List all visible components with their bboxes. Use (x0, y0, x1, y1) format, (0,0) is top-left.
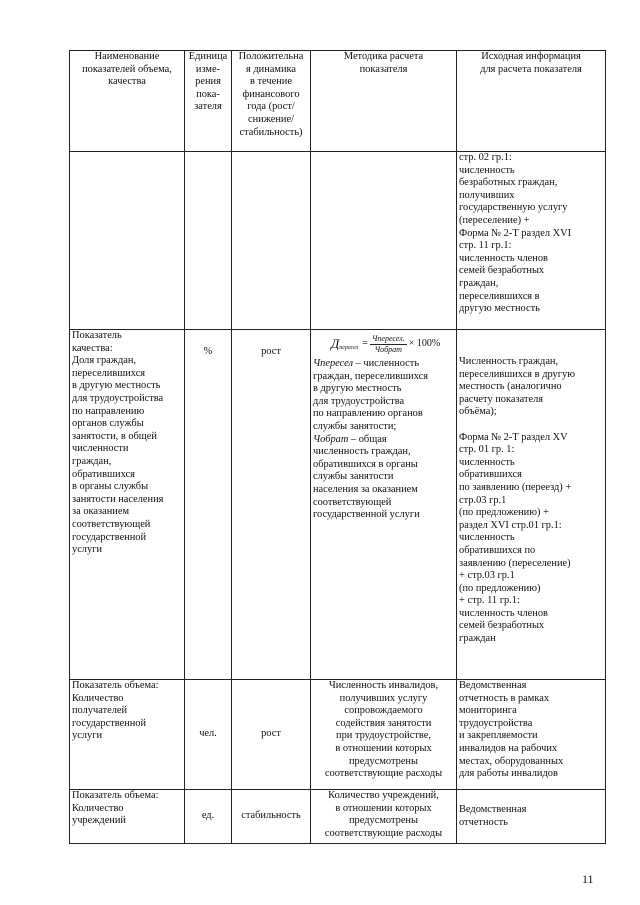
header-method: Методика расчета показателя (311, 51, 457, 152)
cell-unit: ед. (185, 790, 232, 844)
table-row (70, 790, 606, 844)
formula-fraction (370, 334, 407, 355)
cell-source: Численность граждан, переселившихся в другую местность (аналогично расчету показателя объёма); Форма № 2-Т раздел XV стр. 01 гр. 1: численность обратившихся по заявлению (переезд) + стр.03 гр.1 (по предложению) + раздел XVI стр.01 гр.1: численность обратившихся по заявлению (переселение) + стр.03 гр.1 (по предложению) + стр. 11 гр.1: численность членов семей безработных граждан (457, 330, 606, 680)
method-variable-2: Чобрат – общая численность граждан, обратившихся в органы службы занятости населения за оказанием соответствующей государственной услуги (313, 433, 420, 521)
table-row (70, 152, 606, 330)
formula-subscript: пересел (339, 344, 359, 351)
header-unit: Единица изме- рения пока- зателя (185, 51, 232, 152)
cell-dynamics: стабильность (232, 790, 311, 844)
formula-tail: × 100% (408, 337, 441, 349)
cell-source: Ведомственная отчетность в рамках мониторинга трудоустройства и закрепляемости инвалидов на рабочих местах, оборудованных для работы инвалидов (457, 680, 606, 790)
table-row (70, 330, 606, 680)
header-dynamics: Положительна я динамика в течение финансового года (рост/ снижение/ стабильность) (232, 51, 311, 152)
formula: Д пересел = $\frac{\text{Чпересел.}}{\text{Чобрат}}$ × 100% (331, 333, 441, 354)
header-source: Исходная информация для расчета показателя (457, 51, 606, 152)
header-name: Наименование показателей объема, качества (70, 51, 185, 152)
cell-source: стр. 02 гр.1: численность безработных граждан, получивших государственную услугу (переселение) + Форма № 2-Т раздел XVI стр. 11 гр.1: численность членов семей безработных граждан, переселившихся в другую местность (457, 152, 606, 330)
table-header-row (70, 51, 606, 152)
page-number: 11 (582, 872, 594, 886)
formula-denominator: Чобрат (374, 344, 402, 354)
cell-dynamics: рост (232, 680, 311, 790)
table-row (70, 680, 606, 790)
cell-method: Численность инвалидов, получивших услугу сопровождаемого содействия занятости при трудоустройстве, в отношении которых предусмотрены соответствующие расходы (311, 680, 457, 790)
indicators-table (69, 50, 606, 844)
cell-indicator-name: Показатель объема: Количество учреждений (70, 790, 185, 844)
cell-method: Количество учреждений, в отношении которых предусмотрены соответствующие расходы (311, 790, 457, 844)
cell-method (311, 330, 457, 680)
formula-numerator: Чпересел. (371, 333, 405, 343)
cell-indicator-name: Показатель качества: Доля граждан, переселившихся в другую местность для трудоустройства по направлению органов службы занятости, в общей численности граждан, обратившихся в органы службы занятости населения за оказанием соответствующей государственной услуги (70, 330, 185, 680)
method-variable-1: Чпересел – численность граждан, переселившихся в другую местность для трудоустройства по направлению органов службы занятости; (313, 358, 428, 432)
cell-indicator-name: Показатель объема: Количество получателей государственной услуги (70, 680, 185, 790)
formula-symbol: Д (331, 335, 340, 351)
cell-source: Ведомственная отчетность (457, 790, 606, 844)
cell-dynamics: рост (232, 330, 311, 680)
cell-unit: чел. (185, 680, 232, 790)
cell-unit: % (185, 330, 232, 680)
